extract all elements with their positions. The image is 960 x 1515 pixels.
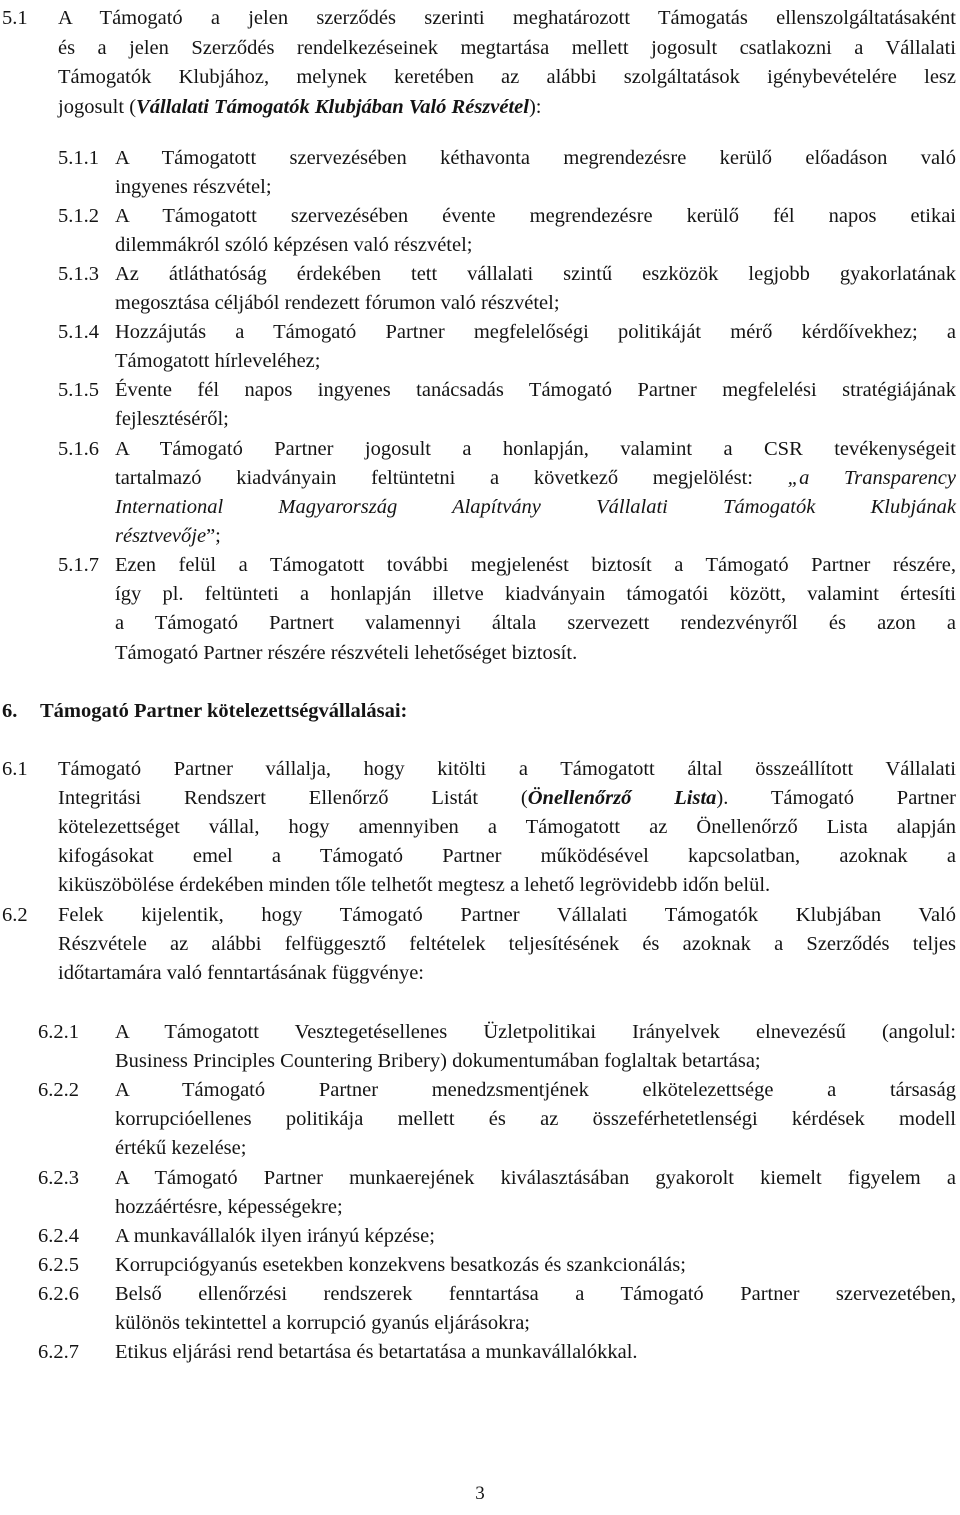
list-item-line: A munkavállalók ilyen irányú képzése; (115, 1225, 435, 1247)
paragraph-line: Részvétele az alábbi felfüggesztő feltételek teljesítésének és azoknak a Szerződés teljes (58, 933, 956, 955)
list-item-line: A Támogató Partner menedzsmentjének elkötelezettsége a társaság (115, 1079, 956, 1101)
section-heading: Támogató Partner kötelezettségvállalásai: (40, 700, 408, 722)
quoted-designation: International Magyarország Alapítvány Vállalati Támogatók Klubjának (115, 496, 956, 518)
item-number: 5.1.6 (58, 438, 99, 460)
text-span: ”; (206, 525, 221, 547)
quoted-designation: résztvevője (115, 525, 207, 547)
item-number: 6.2.2 (38, 1079, 79, 1101)
item-number: 5.1.7 (58, 554, 99, 576)
text-span: ). Támogató Partner (716, 787, 957, 809)
list-item-line: különös tekintettel a korrupció gyanús eljárásokra; (115, 1312, 531, 1334)
list-item-line: megosztása céljából rendezett fórumon való részvétel; (115, 292, 560, 314)
list-item-line: fejlesztéséről; (115, 408, 229, 430)
list-item-line (115, 466, 956, 490)
list-item-line: hozzáértésre, képességekre; (115, 1196, 343, 1218)
list-item-line: Támogató Partner részére részvételi lehetőséget biztosít. (115, 642, 578, 664)
list-item-line: így pl. feltünteti a honlapján illetve kiadványain támogatói között, valamint értesíti (115, 583, 956, 605)
paragraph-line: Támogatók Klubjához, melynek keretében az alábbi szolgáltatások igénybevételére lesz (58, 66, 956, 88)
item-number: 6.2.7 (38, 1341, 79, 1363)
item-number: 6.2.1 (38, 1021, 79, 1043)
text-span: Integritási Rendszert Ellenőrző Listát ( (58, 787, 528, 809)
list-item-line: A Támogató Partner munkaerejének kiválasztásában gyakorolt kiemelt figyelem a (115, 1167, 956, 1189)
item-number: 5.1.1 (58, 147, 99, 169)
item-number: 5.1.3 (58, 263, 99, 285)
list-item-line: A Támogató Partner jogosult a honlapján, valamint a CSR tevékenységeit (115, 438, 956, 460)
paragraph-line: kiküszöbölése érdekében minden tőle telhetőt megtesz a lehető legrövidebb időn belül. (58, 874, 771, 896)
defined-term: Vállalati Támogatók Klubjában Való Részvétel (136, 96, 529, 118)
paragraph-line: Támogató Partner vállalja, hogy kitölti a Támogatott által összeállított Vállalati (58, 758, 956, 780)
paragraph-line: kötelezettséget vállal, hogy amennyiben a Támogatott az Önellenőrző Lista alapján (58, 816, 956, 838)
list-item-line: Business Principles Countering Bribery) dokumentumában foglaltak betartása; (115, 1050, 761, 1072)
list-item-line: ingyenes részvétel; (115, 176, 272, 198)
list-item-line: Korrupciógyanús esetekben konzekvens besatkozás és szankcionálás; (115, 1254, 686, 1276)
paragraph-line: kifogásokat emel a Támogató Partner működésével kapcsolatban, azoknak a (58, 845, 956, 867)
item-number: 5.1.5 (58, 379, 99, 401)
text-span: tartalmazó kiadványain feltüntetni a következő megjelölést: (115, 467, 788, 489)
item-number: 6.2.3 (38, 1167, 79, 1189)
list-item-line: A Támogatott szervezésében kéthavonta megrendezésre kerülő előadáson való (115, 147, 956, 169)
list-item-line: értékű kezelése; (115, 1137, 247, 1159)
item-number: 6.2.4 (38, 1225, 79, 1247)
list-item-line: A Támogatott Vesztegetésellenes Üzletpolitikai Irányelvek elnevezésű (angolul: (115, 1021, 956, 1043)
item-number: 5.1.4 (58, 321, 99, 343)
quoted-designation: „a Transparency (787, 467, 957, 489)
list-item-line: Belső ellenőrzési rendszerek fenntartása a Támogató Partner szervezetében, (115, 1283, 956, 1305)
list-item-line (115, 524, 221, 548)
list-item-line: dilemmákról szóló képzésen való részvétel; (115, 234, 473, 256)
list-item-line: Ezen felül a Támogatott további megjelenést biztosít a Támogató Partner részére, (115, 554, 956, 576)
paragraph-line: és a jelen Szerződés rendelkezéseinek megtartása mellett jogosult csatlakozni a Vállalati (58, 37, 956, 59)
list-item-line: korrupcióellenes politikája mellett és az összeférhetetlenségi kérdések modell (115, 1108, 956, 1130)
list-item-line: Hozzájutás a Támogató Partner megfelelőségi politikáját mérő kérdőívekhez; a (115, 321, 956, 343)
list-item-line: A Támogatott szervezésében évente megrendezésre kerülő fél napos etikai (115, 205, 956, 227)
text-span: jogosult ( (58, 96, 137, 118)
list-item-line: Évente fél napos ingyenes tanácsadás Támogató Partner megfelelési stratégiájának (115, 379, 956, 401)
paragraph-line: időtartamára való fenntartásának függvénye: (58, 962, 424, 984)
section-number: 6. (2, 700, 18, 722)
item-number: 6.2.5 (38, 1254, 79, 1276)
item-number: 6.2.6 (38, 1283, 79, 1305)
paragraph-line (58, 95, 542, 119)
list-item-line (115, 495, 956, 519)
paragraph-line: A Támogató a jelen szerződés szerinti meghatározott Támogatás ellenszolgáltatásaként (58, 7, 956, 29)
page-number: 3 (475, 1483, 485, 1504)
list-item-line: Az átláthatóság érdekében tett vállalati szintű eszközök legjobb gyakorlatának (115, 263, 956, 285)
paragraph-line (58, 786, 956, 810)
section-number: 6.2 (2, 904, 28, 926)
text-span: ): (528, 96, 542, 118)
paragraph-line: Felek kijelentik, hogy Támogató Partner Vállalati Támogatók Klubjában Való (58, 904, 956, 926)
list-item-line: Támogatott hírleveléhez; (115, 350, 321, 372)
section-number: 6.1 (2, 758, 28, 780)
section-number: 5.1 (2, 7, 28, 29)
list-item-line: Etikus eljárási rend betartása és betartatása a munkavállalókkal. (115, 1341, 638, 1363)
defined-term: Önellenőrző Lista (527, 787, 717, 809)
list-item-line: a Támogató Partnert valamennyi általa szervezett rendezvényről és azon a (115, 612, 956, 634)
item-number: 5.1.2 (58, 205, 99, 227)
